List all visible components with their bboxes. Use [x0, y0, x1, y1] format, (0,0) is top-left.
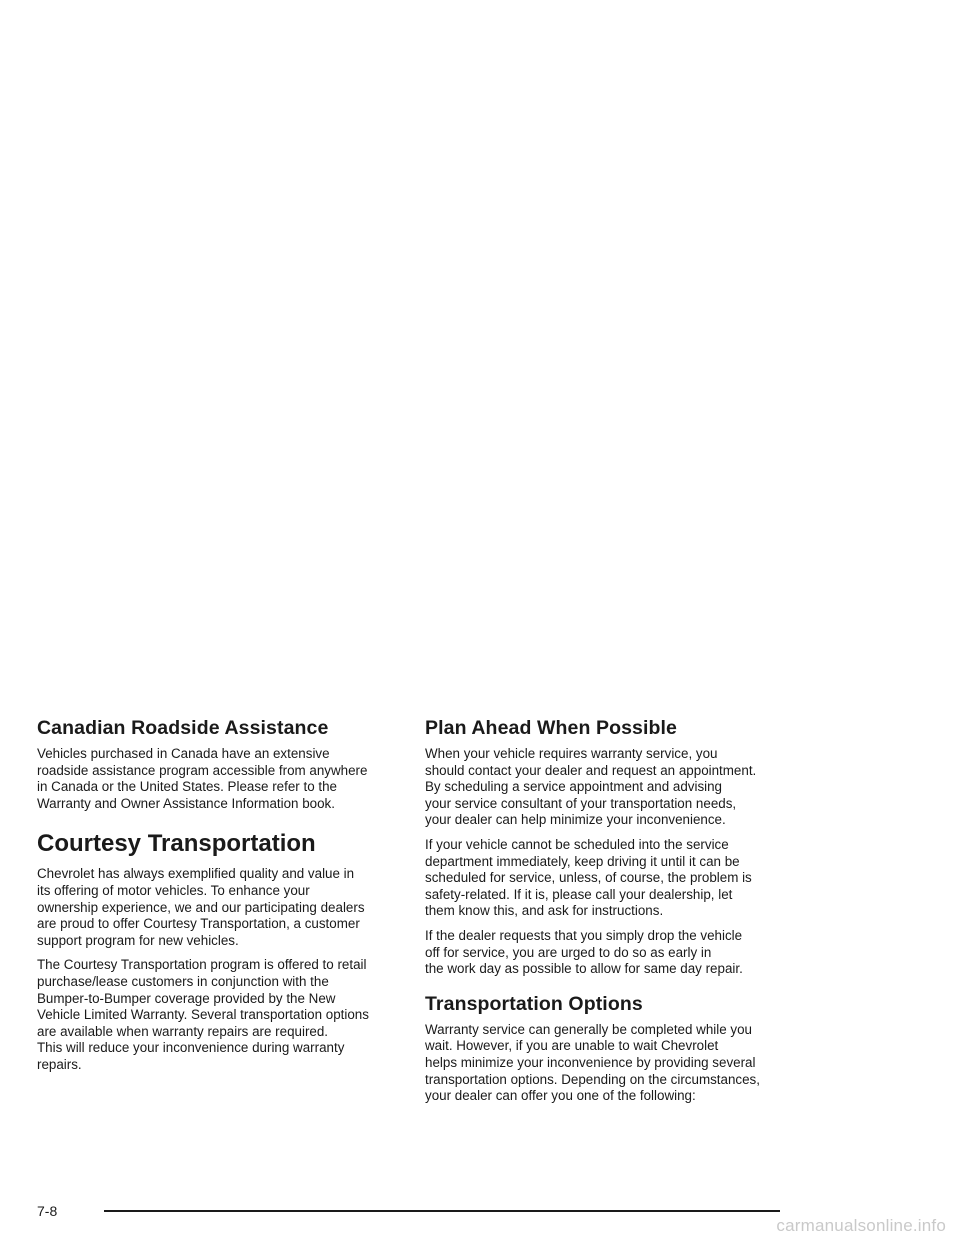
plan-ahead-heading: Plan Ahead When Possible — [425, 717, 677, 739]
canadian-roadside-paragraph: Vehicles purchased in Canada have an extensive roadside assistance program accessible from anywhere in Canada or the United States. Please refer to the Warranty and Owner Assistance Information book. — [37, 746, 368, 811]
transportation-options-paragraph: Warranty service can generally be completed while you wait. However, if you are unable to wait Chevrolet helps minimize your inconvenience by providing several transportation options. Depending on the circumstances, your dealer can offer you one of the following: — [425, 1021, 760, 1104]
plan-ahead-paragraph-3: If the dealer requests that you simply drop the vehicle off for service, you are urged to do so as early in the work day as possible to allow for same day repair. — [425, 927, 743, 977]
courtesy-transportation-paragraph-2: The Courtesy Transportation program is offered to retail purchase/lease customers in conjunction with the Bumper-to-Bumper coverage provided by the New Vehicle Limited Warranty. Several transportation options are available when warranty repairs are required. This will reduce your inconvenience during warranty repairs. — [37, 957, 369, 1072]
courtesy-transportation-paragraph-1: Chevrolet has always exemplified quality and value in its offering of motor vehicles. To enhance your ownership experience, we and our participating dealers are proud to offer Courtesy Transportation, a customer support program for new vehicles. — [37, 866, 365, 948]
page-number: 7-8 — [37, 1203, 58, 1219]
canadian-roadside-heading: Canadian Roadside Assistance — [37, 717, 329, 739]
transportation-options-heading: Transportation Options — [425, 992, 643, 1015]
left-column — [37, 716, 393, 1074]
watermark-text: carmanualsonline.info — [776, 1216, 946, 1235]
plan-ahead-paragraph-1: When your vehicle requires warranty service, you should contact your dealer and request an appointment. By scheduling a service appointment and advising your service consultant of your transportation needs, your dealer can help minimize your inconvenience. — [425, 746, 757, 828]
footer-divider — [104, 1210, 780, 1212]
plan-ahead-paragraph-2: If your vehicle cannot be scheduled into the service department immediately, keep driving it until it can be scheduled for service, unless, of course, the problem is safety-related. If it is, please call your dealership, let them know this, and ask for instructions. — [425, 836, 752, 919]
right-column — [425, 716, 785, 1105]
courtesy-transportation-heading: Courtesy Transportation — [37, 830, 316, 858]
